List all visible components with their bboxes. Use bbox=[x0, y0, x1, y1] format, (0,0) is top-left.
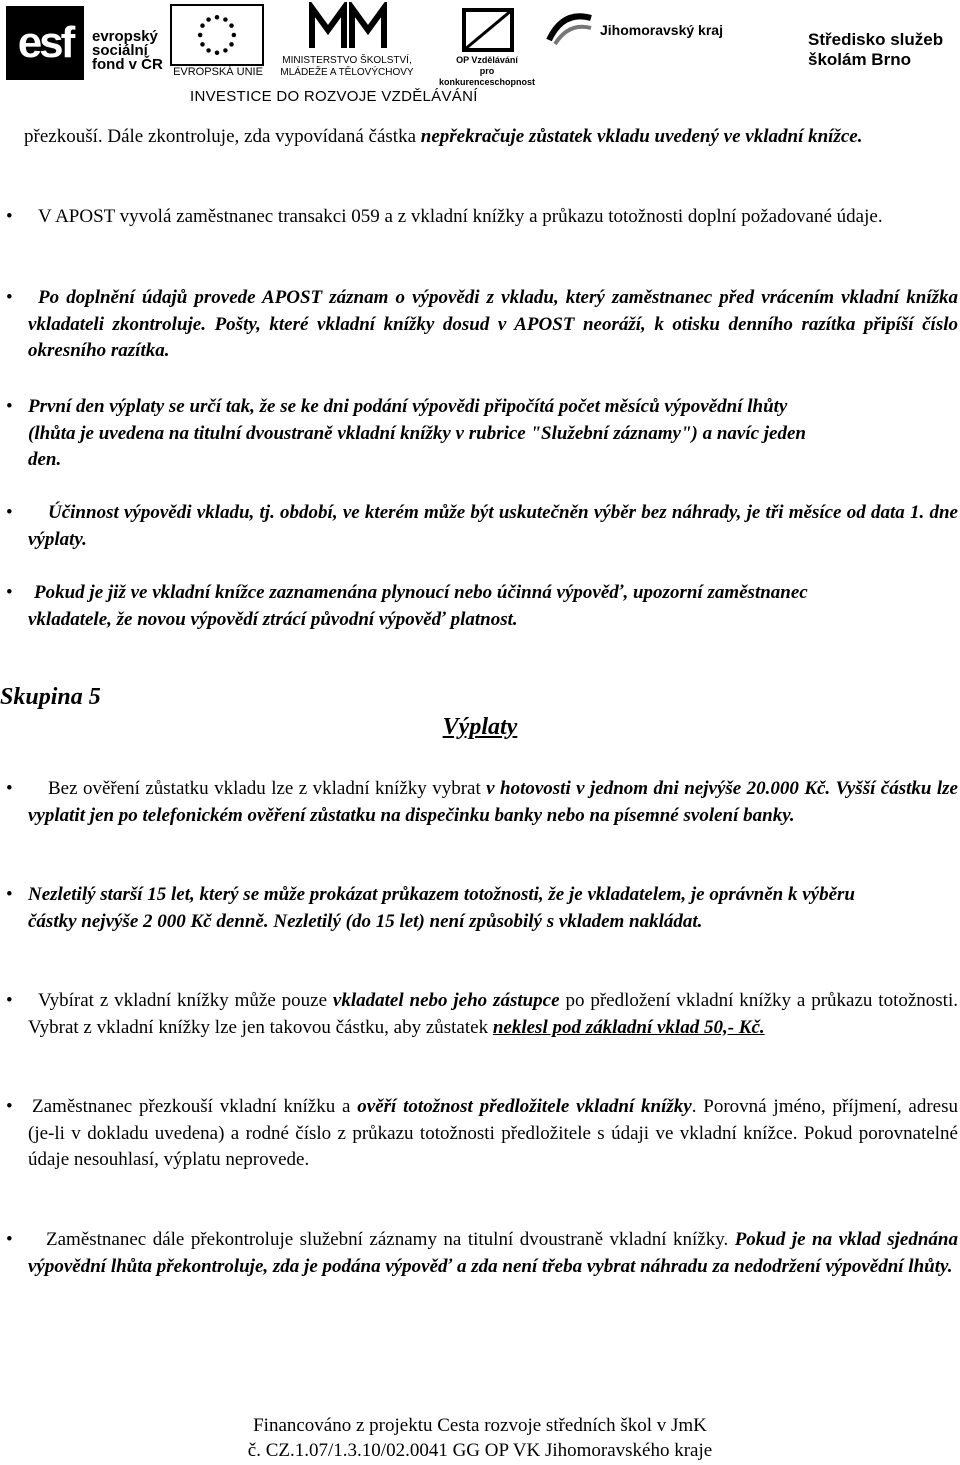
esf-line: fond v ČR bbox=[92, 56, 163, 73]
section-subheading: Výplaty bbox=[442, 714, 518, 740]
text-span: nepřekračuje zůstatek vkladu uvedený ve vkladní knížce. bbox=[420, 126, 863, 147]
list-item bbox=[6, 500, 958, 553]
eu-flag-icon bbox=[170, 4, 264, 66]
bullet-icon: • bbox=[6, 287, 13, 308]
list-item bbox=[6, 988, 958, 1041]
text-span: neklesl pod základní vklad 50,- Kč. bbox=[492, 1016, 765, 1038]
page-footer bbox=[0, 1413, 960, 1463]
text-span: vkladatel nebo jeho zástupce bbox=[332, 990, 560, 1011]
list-item-text: V APOST vyvolá zaměstnanec transakci 059 a z vkladní knížky a průkazu totožnosti doplní požadované údaje. bbox=[38, 206, 883, 227]
text-span: Zaměstnanec přezkouší vkladní knížku a bbox=[32, 1096, 358, 1117]
bullet-icon: • bbox=[6, 502, 13, 523]
list-item bbox=[6, 1227, 958, 1280]
esf-line: evropský bbox=[92, 28, 158, 45]
bullet-icon: • bbox=[6, 582, 13, 603]
text-span: v hotovosti v jednom dni nejvýše 20.000 Kč. Vyšší částku lze vyplatit jen po telefonickém ověření zůstatku na dispečinku banky nebo na písemné svolení banky. bbox=[28, 778, 958, 826]
list-item-text: Nezletilý starší 15 let, který se může prokázat průkazem totožnosti, že je vkladatelem, je oprávněn k výběru částky nejvýše 2 000 Kč denně. Nezletilý (do 15 let) není způsobilý s vkladem nakládat. bbox=[28, 884, 855, 932]
list-item-text: Po doplnění údajů provede APOST záznam o výpovědi z vkladu, který zaměstnanec před vrácením vkladní knížka vkladateli zkontroluje. Pošty, které vkladní knížky dosud v APOST neoráží, k otisku denního razítka připíší číslo okresního razítka. bbox=[28, 287, 958, 361]
paragraph-continuation bbox=[24, 124, 958, 151]
ssb-line: Středisko služeb bbox=[808, 30, 944, 49]
jmk-logo-icon bbox=[545, 8, 595, 48]
list-item bbox=[6, 882, 868, 935]
text-span: Zaměstnanec dále překontroluje služební záznamy na titulní dvoustraně vkladní knížky. bbox=[46, 1229, 735, 1250]
list-item bbox=[6, 1094, 958, 1174]
list-item bbox=[6, 285, 958, 365]
list-item bbox=[6, 394, 808, 474]
bullet-icon: • bbox=[6, 396, 13, 417]
op-logo-icon bbox=[458, 4, 518, 54]
footer-line: č. CZ.1.07/1.3.10/02.0041 GG OP VK Jihomoravského kraje bbox=[247, 1440, 713, 1461]
bullet-icon: • bbox=[6, 1096, 13, 1117]
msmt-text bbox=[272, 55, 422, 79]
ssb-line: školám Brno bbox=[808, 50, 911, 69]
esf-logo: esf bbox=[6, 6, 84, 80]
invest-label: INVESTICE DO ROZVOJE VZDĚLÁVÁNÍ bbox=[190, 88, 478, 105]
op-line: pro konkurenceschopnost bbox=[438, 66, 536, 87]
header-logos bbox=[0, 0, 960, 110]
text-span: Pokud je na vklad sjednána výpovědní lhůta překontroluje, zda je podána výpověď a zda není třeba vybrat náhradu za nedodržení výpovědní lhůty. bbox=[28, 1229, 958, 1277]
text-span: přezkouší. Dále zkontroluje, zda vypovídaná částka bbox=[24, 126, 421, 147]
text-span: . Porovná jméno, příjmení, adresu (je-li v dokladu uvedena) a rodné číslo z průkazu totožnosti předložitele s údaji ve vkladní knížce. Pokud porovnatelné údaje nesouhlasí, výplatu neprovede. bbox=[28, 1096, 958, 1170]
bullet-icon: • bbox=[6, 778, 13, 799]
op-text bbox=[432, 55, 542, 88]
section-heading: Skupina 5 bbox=[0, 684, 101, 710]
op-line: OP Vzdělávání bbox=[456, 55, 518, 65]
text-span: Bez ověření zůstatku vkladu lze z vkladní knížky vybrat bbox=[48, 778, 487, 799]
text-span: Vybírat z vkladní knížky může pouze bbox=[38, 990, 333, 1011]
jmk-label: Jihomoravský kraj bbox=[600, 22, 723, 38]
ssb-text bbox=[808, 30, 943, 70]
list-item-text: Pokud je již ve vkladní knížce zaznamenána plynoucí nebo účinná výpověď, upozorní zaměstnanec vkladatele, že novou výpovědí ztrácí původní výpověď platnost. bbox=[28, 582, 808, 630]
list-item bbox=[6, 580, 888, 633]
esf-text bbox=[92, 30, 163, 72]
footer-line: Financováno z projektu Cesta rozvoje středních škol v JmK bbox=[253, 1415, 707, 1436]
text-span: ověří totožnost předložitele vkladní knížky bbox=[357, 1096, 692, 1117]
text-span: po předložení vkladní knížky a průkazu totožnosti. Vybrat z vkladní knížky lze jen takovou částku, aby zůstatek bbox=[28, 990, 958, 1038]
bullet-icon: • bbox=[6, 990, 13, 1011]
msmt-line: MLÁDEŽE A TĚLOVÝCHOVY bbox=[280, 67, 414, 78]
esf-line: sociální bbox=[92, 42, 148, 59]
list-item-text: Účinnost výpovědi vkladu, tj. období, ve kterém může být uskutečněn výběr bez náhrady, je tři měsíce od data 1. dne výplaty. bbox=[28, 502, 958, 550]
list-item bbox=[6, 776, 958, 829]
bullet-icon: • bbox=[6, 884, 13, 905]
list-item bbox=[6, 204, 958, 231]
bullet-icon: • bbox=[6, 1229, 13, 1250]
list-item-text: První den výplaty se určí tak, že se ke dni podání výpovědi připočítá počet měsíců výpovědní lhůty (lhůta je uvedena na titulní dvoustraně vkladní knížky v rubrice "Služební záznamy") a navíc jeden den. bbox=[28, 396, 806, 470]
eu-label: EVROPSKÁ UNIE bbox=[173, 66, 263, 78]
msmt-line: MINISTERSTVO ŠKOLSTVÍ, bbox=[282, 55, 412, 66]
msmt-logo-icon bbox=[308, 2, 388, 52]
bullet-icon: • bbox=[6, 206, 13, 227]
